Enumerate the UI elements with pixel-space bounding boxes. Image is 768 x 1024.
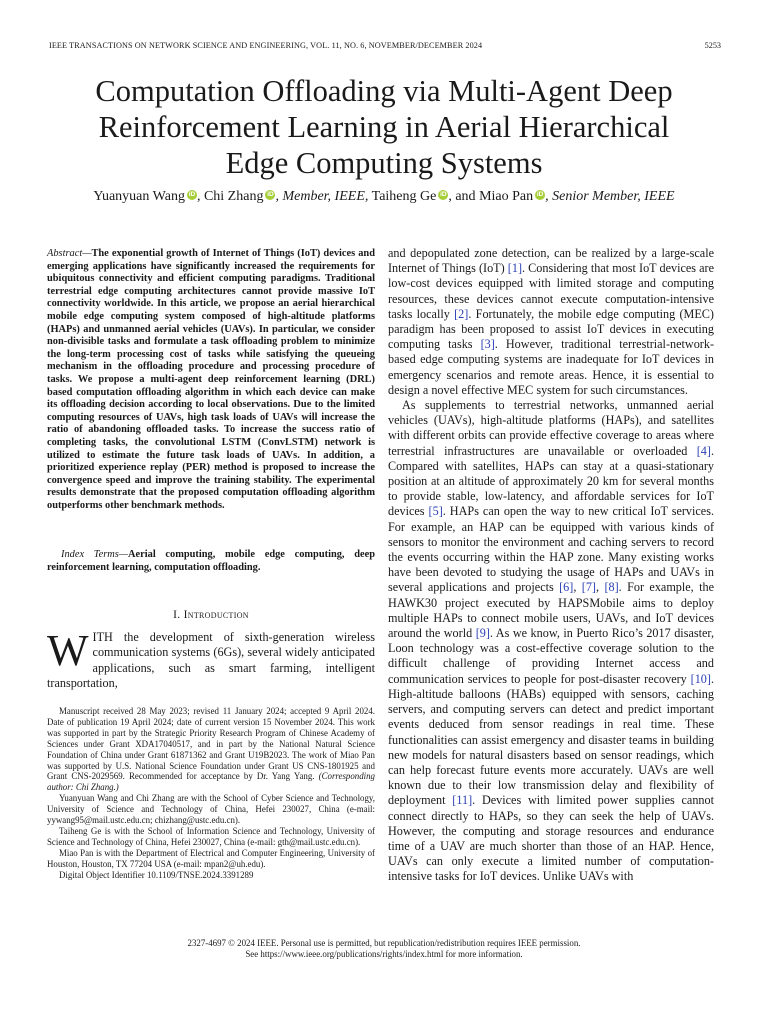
citation-link[interactable]: [9] [475, 626, 490, 641]
title-line: Reinforcement Learning in Aerial Hierarchical [98, 110, 670, 144]
citation-link[interactable]: [6] [559, 580, 574, 595]
footnote-affiliation: Yuanyuan Wang and Chi Zhang are with the School of Cyber Science and Technology, University of Science and Technology of China, Hefei 230027, China (e-mail: yywang95@mail.ustc.edu.cn; chizhang@ustc.edu.cn). [47, 793, 375, 826]
page-number: 5253 [704, 41, 721, 50]
abstract-label: Abstract— [47, 248, 92, 259]
citation-link[interactable]: [3] [480, 337, 495, 352]
footnote-affiliation: Miao Pan is with the Department of Electrical and Computer Engineering, University of Houston, Houston, TX 77204 USA (e-mail: mpan2@uh.edu). [47, 847, 375, 869]
author-name: Yuanyuan Wang [93, 189, 185, 204]
citation-link[interactable]: [7] [581, 580, 596, 595]
index-terms-label: Index Terms— [61, 549, 129, 560]
citation-link[interactable]: [2] [454, 306, 469, 321]
drop-cap: W [47, 626, 89, 675]
index-terms-body: Aerial computing, mobile edge computing, deep reinforcement learning, computation offloading. [47, 549, 375, 573]
author-role: , Member, IEEE, [275, 189, 369, 204]
right-column-body [388, 246, 714, 885]
rights-url-line: See https://www.ieee.org/publications/rights/index.html for more information. [245, 949, 523, 959]
intro-text: ITH the development of sixth-generation wireless communication systems (6Gs), several widely anticipated applications, such as smart farming, intelligent transportation, [47, 630, 375, 690]
footnote-affiliation: Taiheng Ge is with the School of Information Science and Technology, University of Science and Technology of China, Hefei 230027, China (e-mail: gth@mail.ustc.edu.cn). [47, 825, 375, 847]
author-name: Taiheng Ge [371, 189, 437, 204]
citation-link[interactable]: [11] [452, 793, 473, 808]
body-paragraph: and depopulated zone detection, can be realized by a large-scale Internet of Things (IoT) [1]. Considering that most IoT devices are low-cost devices equipped with limited storage and computing resources, these devices cannot execute computation-intensive tasks locally [2]. Fortunately, the mobile edge computing (MEC) paradigm has been proposed to assist IoT devices in executing computing tasks [3]. However, traditional terrestrial-network-based edge computing systems are inadequate for IoT devices in emergency scenarios and remote areas. Hence, it is essential to design a novel effective MEC system for such circumstances. [388, 246, 715, 397]
citation-link[interactable]: [4] [696, 443, 711, 458]
body-paragraph: As supplements to terrestrial networks, unmanned aerial vehicles (UAVs), high-altitude platforms (HAPs), and satellites with different orbits can provide effective coverage to areas where terrestrial infrastructures are unavailable or overloaded [4]. Compared with satellites, HAPs can stay at a quasi-stationary position at an altitude of approximately 20 km for several months to provide stable, low-latency, and affordable services for IoT devices [5]. HAPs can open the way to new critical IoT services. For example, an HAP can be equipped with various kinds of sensors to monitor the environment and caching servers to record the events occurring within the HAP zone. Many existing works have been devoted to studying the usage of HAPs and UAVs in several applications and projects [6], [7], [8]. For example, the HAWK30 project executed by HAPSMobile aims to deploy multiple HAPs to connect mobile users, UAVs, and IoT devices around the world [9]. As we know, in Puerto Rico’s 2017 disaster, Loon technology was a cost-effective coverage solution to the difficult challenge of providing Internet access and communication services to people for post-disaster recovery [10]. High-altitude balloons (HABs) equipped with sensors, caching servers, and computing servers can detect and predict important events deduced from sensor readings in real time. These functionalities can assist emergency and disaster teams in building new models for natural disasters based on sensor readings, which can help forecast future events more accurately. UAVs are well known due to their low transmission delay and flexibility of deployment [11]. Devices with limited power supplies cannot connect directly to HAPs, so they can seek the help of UAVs. However, the computing and storage resources and endurance time of a UAV are much shorter than those of an HAP. Hence, UAVs can only execute a limited number of computation-intensive tasks for IoT devices. Unlike UAVs with [388, 398, 715, 884]
paper-title [40, 73, 728, 181]
orcid-icon[interactable]: iD [188, 191, 196, 198]
author-role: , Senior Member, IEEE [545, 189, 675, 204]
abstract-body: The exponential growth of Internet of Things (IoT) devices and emerging applications have significantly increased the requirements for ubiquitous connectivity and efficient computing paradigms. Traditional terrestrial edge computing architectures cannot provide massive IoT connectivity worldwide. In this article, we propose an aerial hierarchical mobile edge computing system composed of high-altitude platforms (HAPs) and unmanned aerial vehicles (UAVs). In particular, we consider non-divisible tasks and formulate a task offloading problem to minimize the long-term processing cost of tasks while satisfying the queueing mechanism in the offloading procedure and processing procedure of tasks. We propose a multi-agent deep reinforcement learning (DRL) based computation offloading algorithm in which each device can make its offloading decision according to local observations. Due to the limited computing resources of UAVs, high task loads of UAVs will increase the ratio of abandoning offloaded tasks. To increase the success ratio of completing tasks, the convolutional LSTM (ConvLSTM) network is utilized to estimate the future task loads of UAVs. In addition, a prioritized experience replay (PER) method is proposed to increase the convergence speed and improve the training stability. The experimental results demonstrate that the proposed computation offloading algorithm outperforms other benchmark methods. [47, 248, 375, 511]
index-terms [47, 549, 375, 574]
copyright-footer [40, 938, 728, 960]
copyright-line: 2327-4697 © 2024 IEEE. Personal use is permitted, but republication/redistribution requires IEEE permission. [187, 938, 581, 948]
citation-link[interactable]: [5] [428, 504, 443, 519]
author-list: Yuanyuan Wang iD , Chi Zhang iD , Member, IEEE, Taiheng Ge iD , and Miao Pan iD , Senior Member, IEEE [93, 189, 675, 204]
intro-paragraph [47, 626, 375, 691]
abstract [47, 248, 375, 512]
footnote-doi: Digital Object Identifier 10.1109/TNSE.2024.3391289 [59, 869, 254, 880]
orcid-icon[interactable]: iD [440, 191, 447, 198]
citation-link[interactable]: [10] [690, 671, 711, 686]
author-name: Miao Pan [479, 189, 534, 204]
citation-link[interactable]: [8] [604, 580, 619, 595]
orcid-icon[interactable]: iD [267, 191, 274, 198]
orcid-icon[interactable]: iD [536, 191, 544, 198]
footnotes [47, 706, 375, 881]
title-line: Edge Computing Systems [225, 146, 543, 180]
title-line: Computation Offloading via Multi-Agent Deep [95, 74, 673, 108]
section-heading: I. Introduction [173, 609, 249, 621]
author-name: Chi Zhang [203, 189, 264, 204]
running-header: IEEE TRANSACTIONS ON NETWORK SCIENCE AND ENGINEERING, VOL. 11, NO. 6, NOVEMBER/DECEMBER 2024 [49, 41, 483, 50]
citation-link[interactable]: [1] [507, 261, 523, 276]
footnote-manuscript: Manuscript received 28 May 2023; revised 11 January 2024; accepted 9 April 2024. Date of publication 19 April 2024; date of current version 15 November 2024. This work was supported in part by the Strategic Priority Research Program of Chinese Academy of Sciences under Grant XDA17040517, and in part by the National Natural Science Foundation of China under Grant 61871362 and Grant U19B2023. The work of Miao Pan was supported by U.S. National Science Foundation under Grant US CNS-1801925 and Grant CNS-2029569. Recommended for acceptance by Dr. Yang Yang. (Corresponding author: Chi Zhang.) [47, 706, 375, 793]
